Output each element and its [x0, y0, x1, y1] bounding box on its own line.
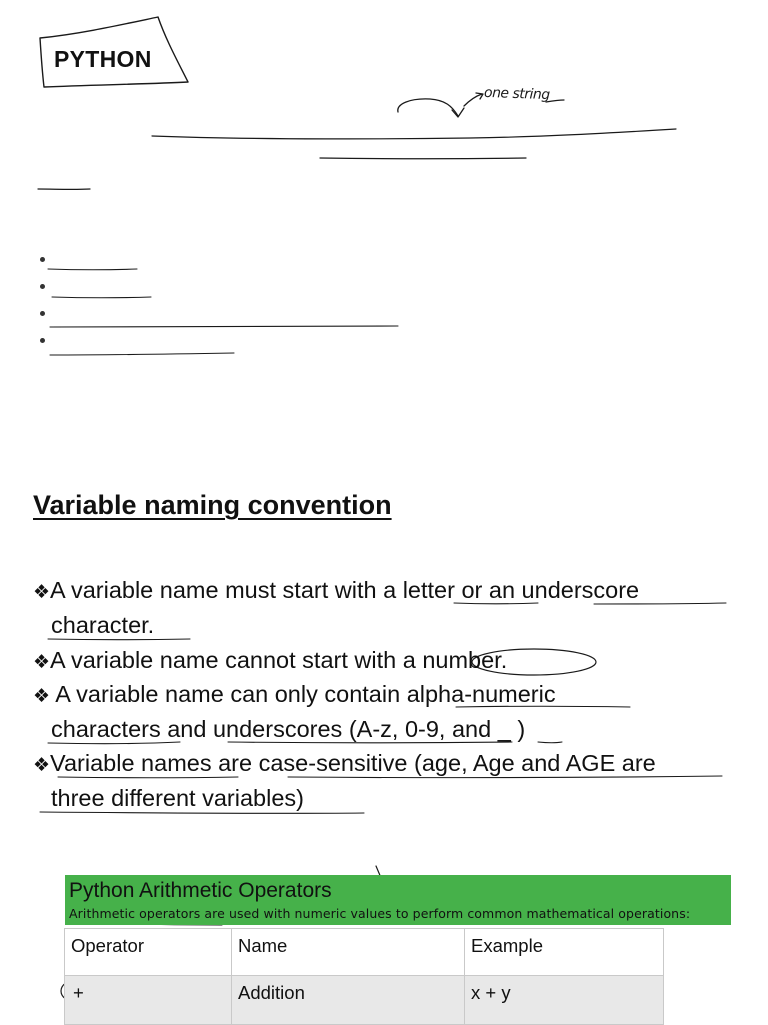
rule-text: A variable name can only contain alpha-numeric — [50, 681, 556, 707]
bullet-line-1 — [48, 269, 137, 270]
bullet-dot — [40, 284, 45, 289]
rule-4-line-2 — [51, 783, 304, 813]
operator-symbol: + — [71, 982, 84, 1003]
cell-name: Addition — [232, 976, 465, 1025]
underline-underscore-char — [538, 742, 562, 743]
diamond-bullet-icon: ❖ — [33, 651, 50, 673]
table-row — [65, 976, 664, 1025]
column-header-name: Name — [232, 929, 465, 976]
diamond-bullet-icon: ❖ — [33, 754, 50, 776]
cell-example: x + y — [465, 976, 664, 1025]
diamond-bullet-icon: ❖ — [33, 581, 50, 603]
column-header-operator: Operator — [65, 929, 232, 976]
rule-4-line-1 — [33, 748, 656, 780]
rule-2-line-1 — [33, 645, 507, 677]
page-title: PYTHON — [54, 46, 152, 73]
bullet-dot — [40, 338, 45, 343]
bullet-line-4 — [50, 353, 234, 355]
rule-3-line-2 — [51, 714, 525, 744]
long-stroke-2 — [320, 158, 526, 159]
rule-1-line-2 — [51, 610, 154, 640]
column-header-example: Example — [465, 929, 664, 976]
rule-text: three different variables) — [51, 785, 304, 811]
bullet-line-3 — [50, 326, 398, 327]
rule-text: A variable name must start with a letter or an underscore — [50, 577, 639, 603]
bullet-line-2 — [52, 297, 151, 298]
wave-arrow-mark — [398, 99, 458, 116]
bullet-dot — [40, 311, 45, 316]
note-arrow-mark — [464, 93, 483, 106]
operators-description: Arithmetic operators are used with numeric values to perform common mathematical operations: — [69, 906, 690, 921]
section-heading: Variable naming convention — [33, 490, 392, 521]
operators-table — [64, 928, 664, 1025]
diamond-bullet-icon: ❖ — [33, 685, 50, 707]
long-stroke-1 — [152, 129, 676, 139]
operators-title: Python Arithmetic Operators — [69, 879, 332, 903]
rule-text: A variable name cannot start with a number. — [50, 647, 507, 673]
rule-3-line-1 — [33, 679, 556, 711]
table-header-row — [65, 929, 664, 976]
rule-text: character. — [51, 612, 154, 638]
rule-1-line-1 — [33, 575, 639, 607]
rule-text: characters and underscores (A-z, 0-9, and _ ) — [51, 716, 525, 742]
handwritten-note: one string — [484, 85, 550, 103]
rule-text: Variable names are case-sensitive (age, Age and AGE are — [50, 750, 656, 776]
wave-arrow-head — [452, 108, 464, 117]
operators-banner — [65, 875, 731, 925]
cell-operator — [65, 976, 232, 1025]
bullet-dot — [40, 257, 45, 262]
